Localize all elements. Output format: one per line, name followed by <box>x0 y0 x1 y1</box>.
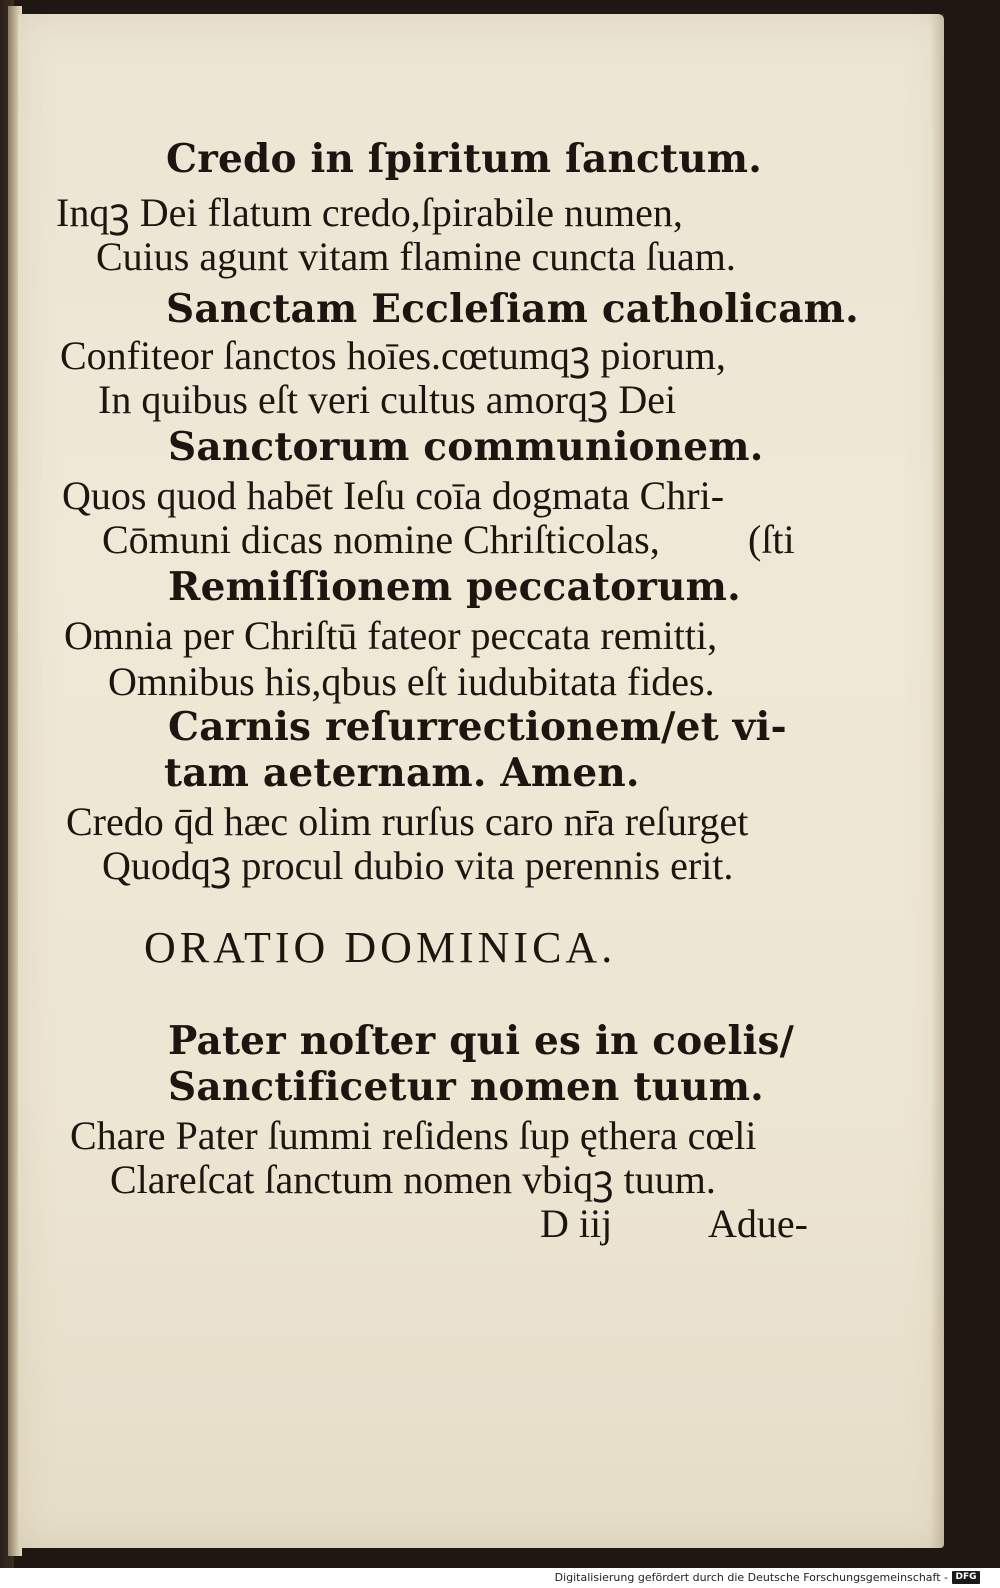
verse-line: Omnia per Chriſtū fateor peccata remitti, <box>64 613 718 658</box>
heading-sanctorum-communionem: Sanctorum communionem. <box>168 424 764 470</box>
book-page <box>18 14 944 1548</box>
dfg-logo: DFG <box>952 1571 980 1584</box>
verse-line: Cōmuni dicas nomine Chriſticolas, <box>102 517 660 562</box>
funding-credit: Digitalisierung gefördert durch die Deutsche Forschungsgemeinschaft - <box>554 1571 948 1584</box>
heading-carnis-resurrectionem: Carnis reſurrectionem/et vi- <box>168 704 787 750</box>
heading-sanctam-ecclesiam: Sanctam Eccleſiam catholicam. <box>166 286 859 332</box>
heading-vitam-aeternam: tam aeternam. Amen. <box>164 750 640 796</box>
verse-line: Credo q̄d hæc olim rurſus caro nr̄a reſurget <box>66 799 749 844</box>
page-edge-shadow <box>930 14 944 1548</box>
heading-remissionem: Remiſſionem peccatorum. <box>168 564 741 610</box>
verse-line: Chare Pater ſummi reſidens ſup ęthera cœli <box>70 1113 757 1158</box>
page-text <box>18 14 944 1548</box>
verse-line: Omnibus his,qbus eſt iudubitata fides. <box>108 659 715 704</box>
heading-pater-noster: Pater noſter qui es in coelis/ <box>168 1018 795 1064</box>
heading-credo-spiritum: Credo in ſpiritum ſanctum. <box>166 136 763 182</box>
verse-line: Quodqꝫ procul dubio vita perennis erit. <box>102 843 734 888</box>
verse-line: In quibus eſt veri cultus amorqꝫ Dei <box>98 377 677 422</box>
section-title-oratio-dominica: ORATIO DOMINICA. <box>144 923 617 972</box>
verse-line: Quos quod habēt Ieſu coīa dogmata Chri- <box>62 473 725 518</box>
verse-line: Clareſcat ſanctum nomen vbiqꝫ tuum. <box>110 1157 716 1202</box>
heading-sanctificetur: Sanctificetur nomen tuum. <box>168 1064 764 1110</box>
signature-mark: D iij <box>540 1201 613 1246</box>
digitization-footer <box>0 1568 1000 1588</box>
verse-line: Cuius agunt vitam flamine cuncta ſuam. <box>96 234 736 279</box>
verse-line-turnover: (ſti <box>748 517 795 562</box>
catchword: Adue- <box>708 1201 808 1246</box>
verse-line: Inqꝫ Dei flatum credo,ſpirabile numen, <box>56 190 683 235</box>
verse-line: Confiteor ſanctos hoīes.cœtumqꝫ piorum, <box>60 333 726 378</box>
